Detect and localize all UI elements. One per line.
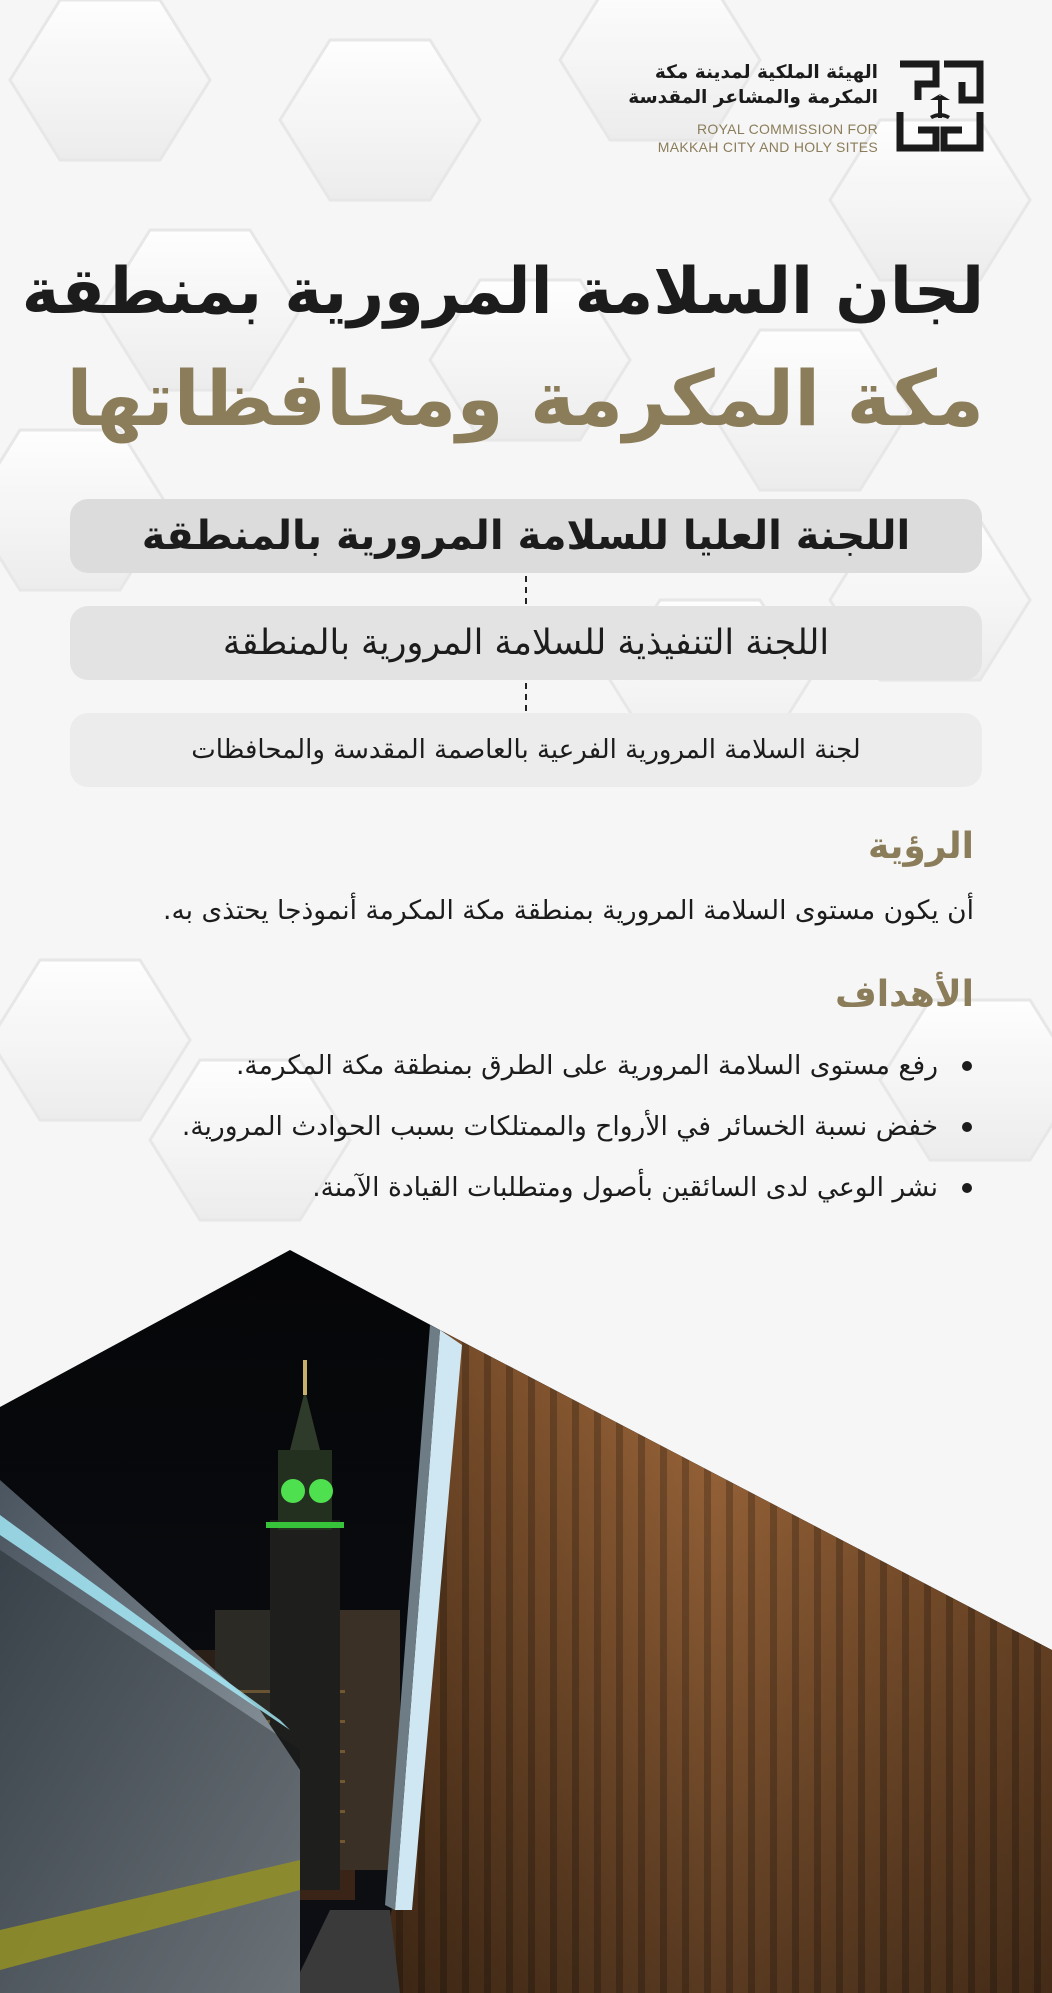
committee-executive: اللجنة التنفيذية للسلامة المرورية بالمنطقة (70, 606, 982, 680)
list-item (182, 1096, 974, 1157)
tunnel-clock-tower-photo (0, 1250, 1052, 1993)
royal-commission-emblem-icon (896, 60, 984, 152)
hierarchy-connector (525, 576, 527, 604)
organization-name-en-line2: MAKKAH CITY AND HOLY SITES (657, 139, 878, 155)
bullet-icon (962, 1061, 972, 1071)
goal-text: رفع مستوى السلامة المرورية على الطرق بمنطقة مكة المكرمة. (235, 1050, 938, 1081)
goals-heading: الأهداف (834, 974, 974, 1015)
committee-supreme: اللجنة العليا للسلامة المرورية بالمنطقة (70, 499, 982, 573)
page-title-line2: مكة المكرمة ومحافظاتها (66, 354, 984, 443)
organization-name-ar-line1: الهيئة الملكية لمدينة مكة (654, 62, 878, 83)
organization-logo (628, 60, 984, 156)
bullet-icon (962, 1183, 972, 1193)
vision-text: أن يكون مستوى السلامة المرورية بمنطقة مكة المكرمة أنموذجا يحتذى به. (163, 895, 974, 926)
page-title-line1: لجان السلامة المرورية بمنطقة (21, 255, 984, 329)
bullet-icon (962, 1122, 972, 1132)
vision-heading: الرؤية (868, 826, 974, 867)
hierarchy-connector (525, 683, 527, 711)
list-item (182, 1157, 974, 1218)
organization-name-en-line1: ROYAL COMMISSION FOR (696, 121, 878, 137)
organization-name-ar-line2: المكرمة والمشاعر المقدسة (628, 87, 878, 108)
goal-text: خفض نسبة الخسائر في الأرواح والممتلكات بسبب الحوادث المرورية. (181, 1111, 938, 1142)
list-item (182, 1035, 974, 1096)
committee-sub: لجنة السلامة المرورية الفرعية بالعاصمة المقدسة والمحافظات (70, 713, 982, 787)
goals-list (182, 1035, 974, 1218)
goal-text: نشر الوعي لدى السائقين بأصول ومتطلبات القيادة الآمنة. (312, 1172, 938, 1203)
